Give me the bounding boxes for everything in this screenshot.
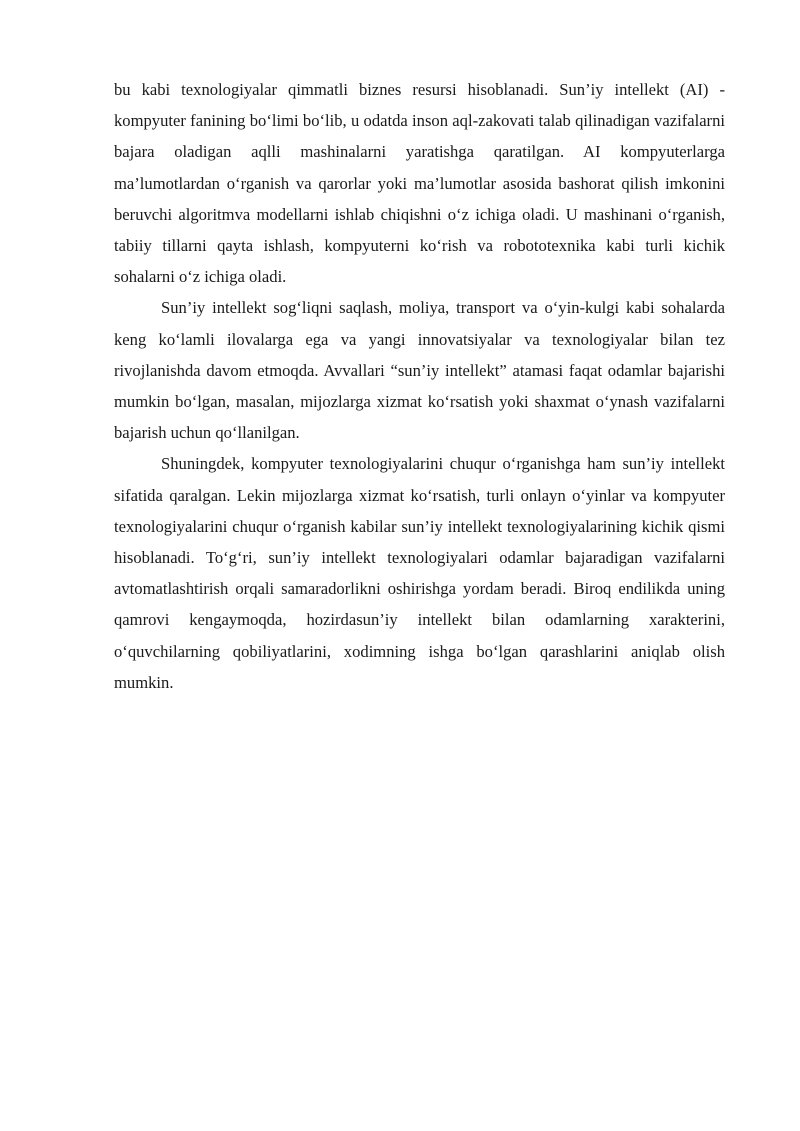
paragraph-ai-applications: Sun’iy intellekt sog‘liqni saqlash, moliya, transport va o‘yin-kulgi kabi sohalarda keng ko‘lamli ilovalarga ega va yangi innovatsiyalar va texnologiyalar bilan tez rivojlanishda davom etmoqda. Avvallari “sun’iy intellekt” atamasi faqat odamlar bajarishi mumkin bo‘lgan, masalan, mijozlarga xizmat ko‘rsatish yoki shaxmat o‘ynash vazifalarni bajarish uchun qo‘llanilgan. [114, 298, 725, 443]
document-body [114, 74, 725, 698]
paragraph-ai-definition: bu kabi texnologiyalar qimmatli biznes resursi hisoblanadi. Sun’iy intellekt (AI) -kompyuter fanining bo‘limi bo‘lib, u odatda inson aql-zakovati talab qilinadigan vazifalarni bajara oladigan aqlli mashinalarni yaratishga qaratilgan. AI kompyuterlarga ma’lumotlardan o‘rganish va qarorlar yoki ma’lumotlar asosida bashorat qilish imkonini beruvchi algoritmva modellarni ishlab chiqishni o‘z ichiga oladi. U mashinani o‘rganish, tabiiy tillarni qayta ishlash, kompyuterni ko‘rish va robototexnika kabi turli kichik sohalarni o‘z ichiga oladi. [114, 80, 725, 287]
paragraph-ai-scope: Shuningdek, kompyuter texnologiyalarini chuqur o‘rganishga ham sun’iy intellekt sifatida qaralgan. Lekin mijozlarga xizmat ko‘rsatish, turli onlayn o‘yinlar va kompyuter texnologiyalarini chuqur o‘rganish kabilar sun’iy intellekt texnologiyalarining kichik qismi hisoblanadi. To‘g‘ri, sun’iy intellekt texnologiyalari odamlar bajaradigan vazifalarni avtomatlashtirish orqali samaradorlikni oshirishga yordam beradi. Biroq endilikda uning qamrovi kengaymoqda, hozirdasun’iy intellekt bilan odamlarning xarakterini, o‘quvchilarning qobiliyatlarini, xodimning ishga bo‘lgan qarashlarini aniqlab olish mumkin. [114, 454, 725, 692]
